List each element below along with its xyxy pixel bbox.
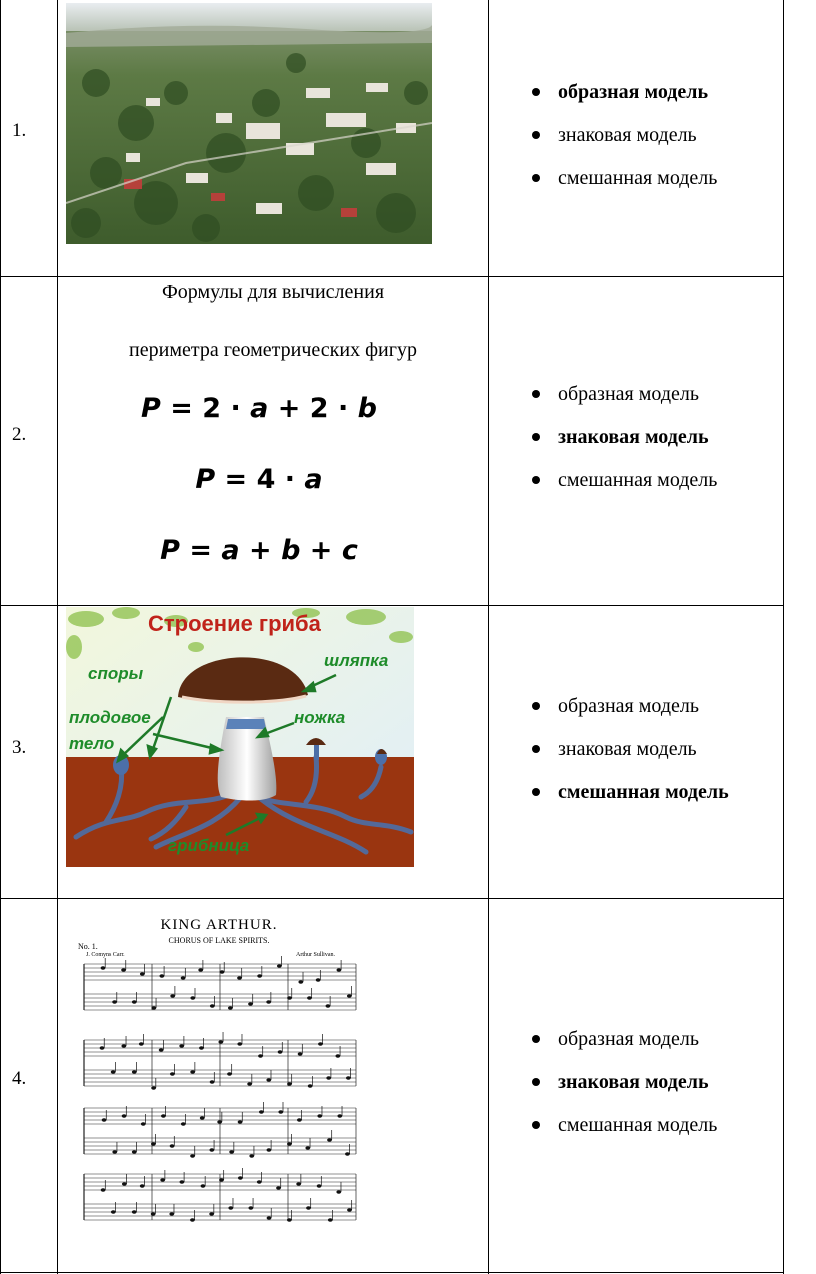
option-figurative-model: образная модель (530, 79, 717, 122)
table-border-left (0, 0, 1, 1274)
formula-caption-line1: Формулы для вычисления (161, 281, 385, 303)
aerial-city-photo (66, 3, 432, 244)
answer-options (530, 79, 717, 208)
formula-caption-line2: периметра геометрических фигур (129, 339, 417, 361)
table-border-bottom (0, 1272, 784, 1273)
option-mixed-model: смешанная модель (530, 1112, 717, 1155)
answer-options (530, 1026, 717, 1155)
score-number: No. 1. (78, 942, 98, 951)
row-number: 2. (12, 424, 27, 445)
score-title: KING ARTHUR. (160, 917, 278, 933)
label-mycelium: грибница (168, 836, 250, 855)
option-symbolic-model: знаковая модель (530, 424, 717, 467)
option-mixed-model: смешанная модель (530, 779, 729, 822)
mushroom-structure-diagram (66, 607, 414, 867)
row-divider-3 (0, 898, 784, 899)
music-staves (74, 912, 364, 1242)
column-divider-2 (488, 0, 489, 1274)
score-lyricist: J. Comyns Carr. (86, 952, 125, 958)
column-divider-1 (57, 0, 58, 1274)
option-symbolic-model: знаковая модель (530, 1069, 717, 1112)
option-symbolic-model: знаковая модель (530, 122, 717, 165)
table-border-right (783, 0, 784, 1274)
label-stem: ножка (294, 708, 346, 727)
row-number: 4. (12, 1068, 27, 1089)
option-mixed-model: смешанная модель (530, 467, 717, 510)
option-mixed-model: смешанная модель (530, 165, 717, 208)
row-number: 3. (12, 737, 27, 758)
score-composer: Arthur Sullivan. (296, 952, 335, 958)
answer-options (530, 381, 717, 510)
label-body: тело (69, 734, 115, 753)
sheet-music-score (74, 912, 364, 1242)
diagram-title: Строение гриба (148, 611, 321, 636)
row-divider-1 (0, 276, 784, 277)
option-figurative-model: образная модель (530, 693, 729, 736)
formula-rectangle-perimeter: P = 2 · a + 2 · b (141, 393, 377, 424)
row-divider-2 (0, 605, 784, 606)
score-subtitle: CHORUS OF LAKE SPIRITS. (168, 936, 270, 945)
formula-triangle-perimeter: P = a + b + c (160, 535, 358, 566)
row-number: 1. (12, 120, 27, 141)
option-symbolic-model: знаковая модель (530, 736, 729, 779)
option-figurative-model: образная модель (530, 1026, 717, 1069)
answer-options (530, 693, 729, 822)
label-spores: споры (88, 664, 144, 683)
formula-square-perimeter: P = 4 · a (195, 464, 323, 495)
option-figurative-model: образная модель (530, 381, 717, 424)
label-fruiting: плодовое (69, 708, 151, 727)
label-cap: шляпка (324, 651, 389, 670)
